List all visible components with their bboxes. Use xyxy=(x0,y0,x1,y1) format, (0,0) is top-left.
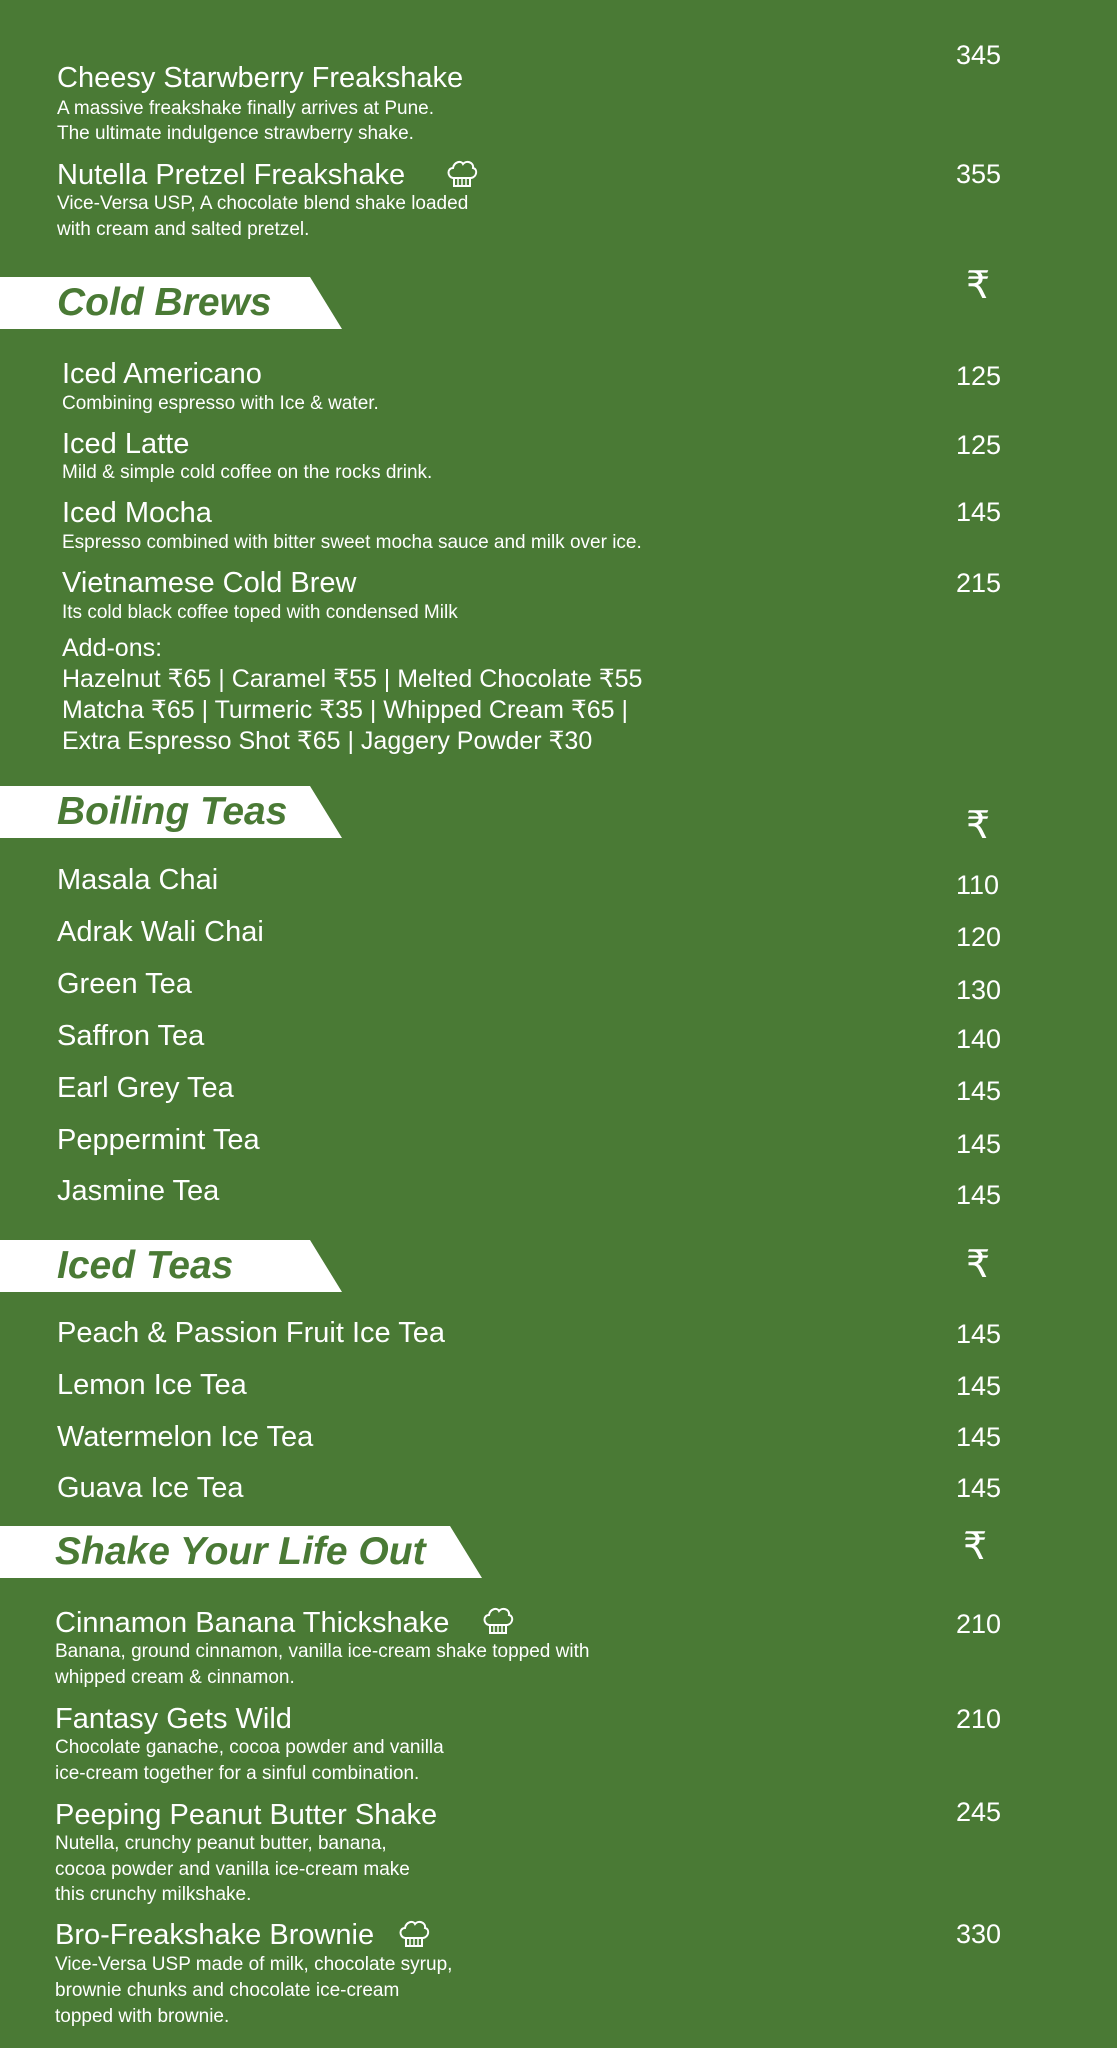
item-price: 145 xyxy=(956,1371,1002,1401)
item-name: Watermelon Ice Tea xyxy=(57,1421,314,1453)
item-price: 145 xyxy=(956,1473,1002,1503)
item-name: Cinnamon Banana Thickshake xyxy=(55,1607,450,1639)
item-price: 345 xyxy=(956,40,1002,70)
addons-label: Add-ons: xyxy=(62,634,163,662)
item-name: Cheesy Starwberry Freakshake xyxy=(57,62,464,94)
addons-line: Hazelnut ₹65 | Caramel ₹55 | Melted Chocolate ₹55 xyxy=(62,665,643,693)
item-description: Nutella, crunchy peanut butter, banana, xyxy=(55,1833,387,1854)
section-title: Iced Teas xyxy=(57,1244,234,1287)
item-price: 145 xyxy=(956,497,1002,527)
item-name: Iced Americano xyxy=(62,358,262,390)
item-name: Lemon Ice Tea xyxy=(57,1369,247,1401)
item-name: Masala Chai xyxy=(57,864,219,896)
item-description: Chocolate ganache, cocoa powder and vanilla xyxy=(55,1737,444,1758)
item-description: topped with brownie. xyxy=(55,2006,230,2027)
item-price: 110 xyxy=(956,870,1000,900)
currency-symbol: ₹ xyxy=(966,265,991,307)
currency-symbol: ₹ xyxy=(963,1526,988,1568)
item-price: 120 xyxy=(956,922,1002,952)
item-price: 125 xyxy=(956,361,1002,391)
item-description: ice-cream together for a sinful combination. xyxy=(55,1763,420,1784)
item-price: 145 xyxy=(956,1422,1002,1452)
item-description: A massive freakshake finally arrives at Pune. xyxy=(57,98,435,119)
item-name: Guava Ice Tea xyxy=(57,1472,244,1504)
item-description: Vice-Versa USP made of milk, chocolate syrup, xyxy=(55,1954,453,1975)
item-name: Adrak Wali Chai xyxy=(57,916,264,948)
item-description: Its cold black coffee toped with condensed Milk xyxy=(62,602,458,623)
item-price: 330 xyxy=(956,1919,1002,1949)
item-price: 145 xyxy=(956,1319,1002,1349)
item-name: Iced Mocha xyxy=(62,497,212,529)
item-name: Nutella Pretzel Freakshake xyxy=(57,159,406,191)
chef-hat-icon xyxy=(444,156,480,192)
item-price: 140 xyxy=(956,1024,1002,1054)
item-description: this crunchy milkshake. xyxy=(55,1884,252,1905)
item-description: Banana, ground cinnamon, vanilla ice-cream shake topped with xyxy=(55,1641,590,1662)
item-price: 130 xyxy=(956,975,1002,1005)
item-price: 210 xyxy=(956,1609,1002,1639)
item-description: Espresso combined with bitter sweet mocha sauce and milk over ice. xyxy=(62,532,642,553)
item-name: Bro-Freakshake Brownie xyxy=(55,1919,375,1951)
item-name: Earl Grey Tea xyxy=(57,1072,234,1104)
currency-symbol: ₹ xyxy=(966,805,991,847)
item-description: with cream and salted pretzel. xyxy=(57,219,310,240)
item-price: 125 xyxy=(956,430,1002,460)
item-description: brownie chunks and chocolate ice-cream xyxy=(55,1980,400,2001)
item-price: 145 xyxy=(956,1076,1002,1106)
item-name: Fantasy Gets Wild xyxy=(55,1703,292,1735)
item-description: Combining espresso with Ice & water. xyxy=(62,393,379,414)
currency-symbol: ₹ xyxy=(966,1244,991,1286)
item-price: 215 xyxy=(956,568,1002,598)
section-title: Cold Brews xyxy=(57,281,272,324)
chef-hat-icon xyxy=(396,1916,432,1952)
item-name: Peach & Passion Fruit Ice Tea xyxy=(57,1317,445,1349)
item-name: Peeping Peanut Butter Shake xyxy=(55,1799,438,1831)
section-title: Boiling Teas xyxy=(57,790,288,833)
item-price: 210 xyxy=(956,1704,1002,1734)
item-description: Vice-Versa USP, A chocolate blend shake loaded xyxy=(57,193,469,214)
item-name: Iced Latte xyxy=(62,428,190,460)
chef-hat-icon xyxy=(480,1603,516,1639)
item-price: 245 xyxy=(956,1797,1002,1827)
addons-line: Extra Espresso Shot ₹65 | Jaggery Powder ₹30 xyxy=(62,727,593,755)
item-name: Jasmine Tea xyxy=(57,1175,220,1207)
item-name: Peppermint Tea xyxy=(57,1124,260,1156)
item-name: Vietnamese Cold Brew xyxy=(62,567,357,599)
item-price: 145 xyxy=(956,1129,1002,1159)
item-name: Green Tea xyxy=(57,968,192,1000)
item-description: whipped cream & cinnamon. xyxy=(55,1667,295,1688)
item-description: The ultimate indulgence strawberry shake. xyxy=(57,123,414,144)
addons-line: Matcha ₹65 | Turmeric ₹35 | Whipped Cream ₹65 | xyxy=(62,696,629,724)
item-description: Mild & simple cold coffee on the rocks drink. xyxy=(62,462,433,483)
section-title: Shake Your Life Out xyxy=(55,1530,426,1573)
item-description: cocoa powder and vanilla ice-cream make xyxy=(55,1859,410,1880)
item-price: 355 xyxy=(956,159,1002,189)
item-price: 145 xyxy=(956,1180,1002,1210)
item-name: Saffron Tea xyxy=(57,1020,205,1052)
